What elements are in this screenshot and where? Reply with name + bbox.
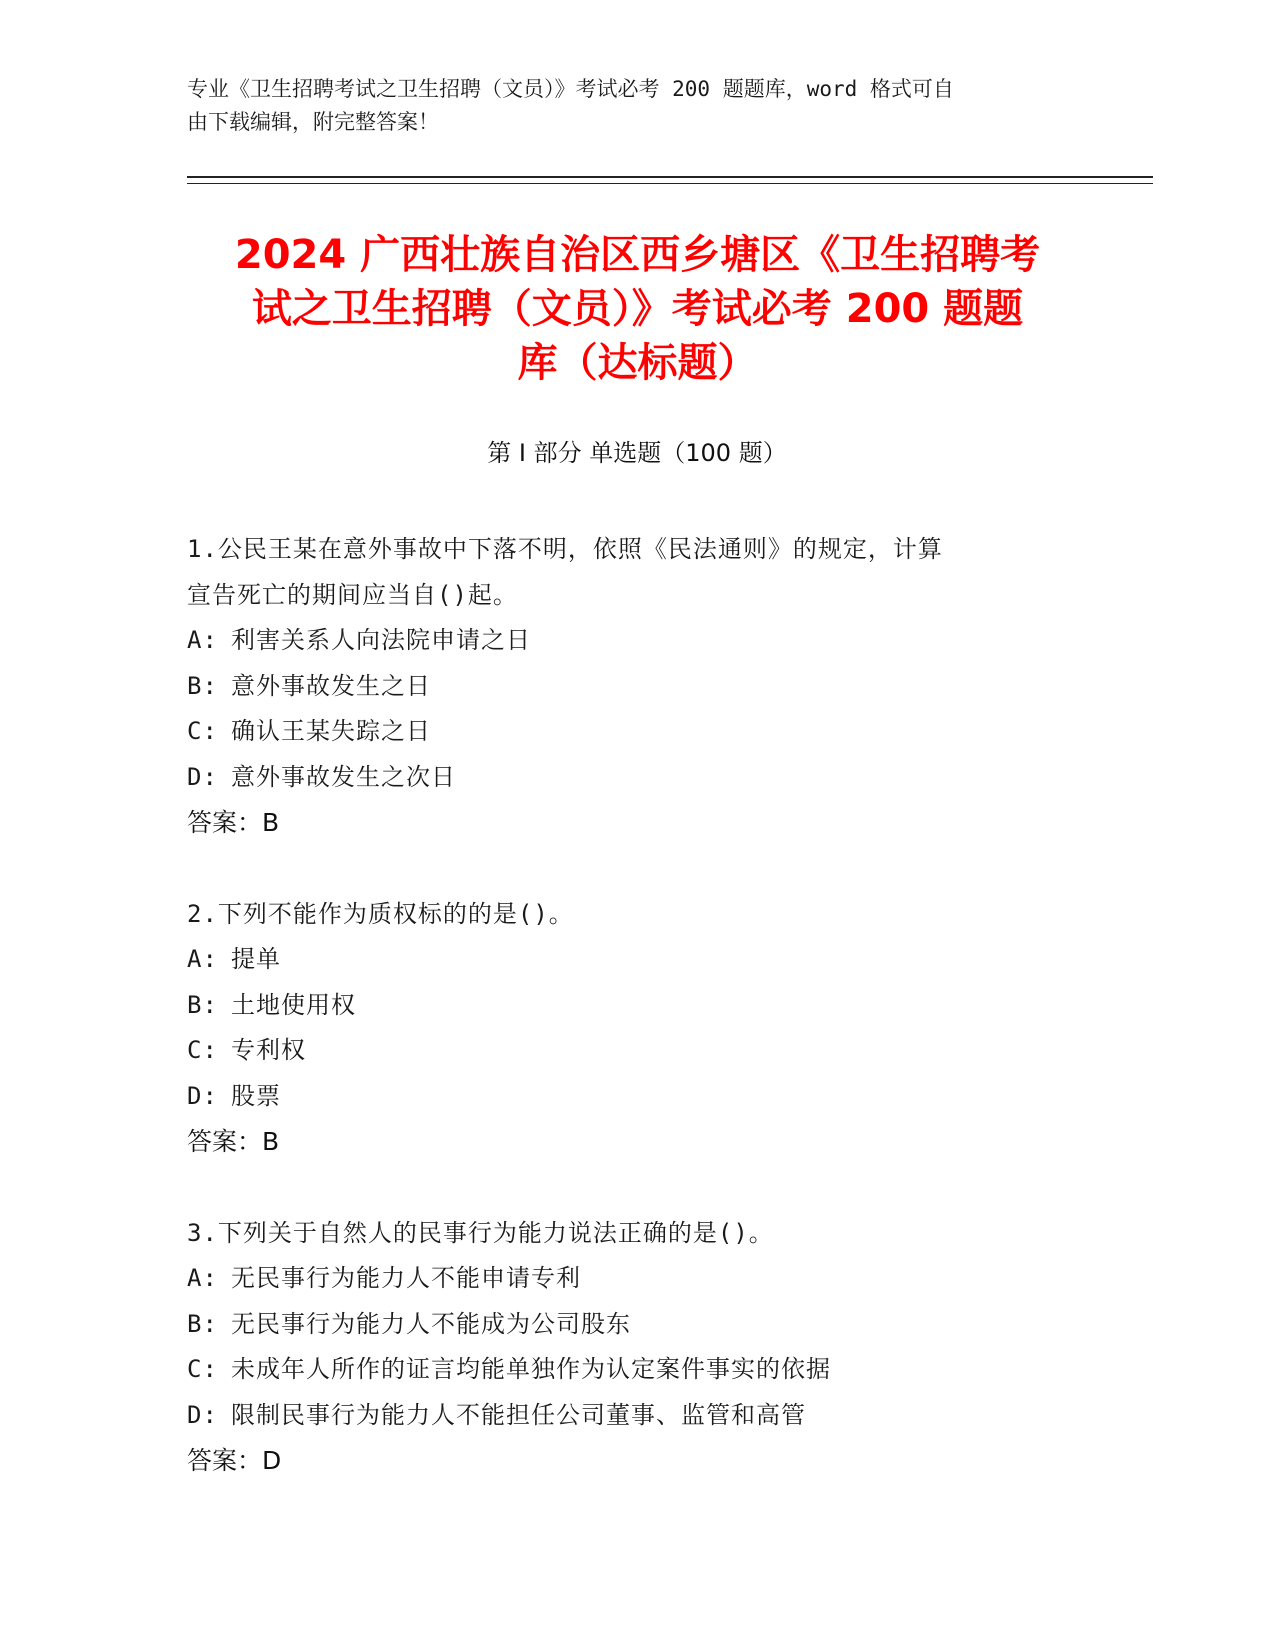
header-divider-thick — [187, 176, 1153, 178]
option-a — [187, 937, 1087, 983]
option-text: 确认王某失踪之日 — [231, 717, 431, 745]
option-a — [187, 1256, 1087, 1302]
option-b — [187, 664, 1087, 710]
option-text: 意外事故发生之日 — [231, 671, 431, 700]
document-title-line-1: 2024 广西壮族自治区西乡塘区《卫生招聘考 — [234, 232, 1041, 278]
option-c — [187, 1028, 1087, 1074]
option-text: 土地使用权 — [231, 990, 356, 1019]
answer-line: 答案：B — [187, 1127, 280, 1156]
header-note — [187, 73, 1067, 139]
question-stem: 2.下列不能作为质权标的的是()。 — [187, 899, 574, 928]
document-title-line-2: 试之卫生招聘（文员）》考试必考 200 题题 — [251, 286, 1024, 332]
question-1 — [187, 527, 1087, 846]
option-key: D: — [187, 762, 218, 791]
option-text: 未成年人所作的证言均能单独作为认定案件事实的依据 — [231, 1355, 831, 1383]
option-key: D: — [187, 1400, 218, 1429]
option-key: A: — [187, 626, 218, 654]
header-note-line-2: 由下载编辑，附完整答案！ — [187, 110, 439, 134]
option-key: B: — [187, 990, 218, 1019]
answer-line: 答案：B — [187, 808, 280, 837]
option-c — [187, 1347, 1087, 1393]
option-text: 提单 — [231, 945, 281, 973]
option-text: 无民事行为能力人不能申请专利 — [231, 1264, 581, 1292]
question-stem: 1.公民王某在意外事故中下落不明，依照《民法通则》的规定，计算 — [187, 535, 943, 563]
option-d — [187, 1393, 1087, 1439]
option-key: C: — [187, 1036, 218, 1064]
option-text: 专利权 — [231, 1036, 306, 1064]
question-stem: 3.下列关于自然人的民事行为能力说法正确的是()。 — [187, 1218, 774, 1247]
option-key: B: — [187, 1309, 218, 1338]
question-list — [187, 527, 1087, 1530]
header-divider-thin — [187, 183, 1153, 184]
option-d — [187, 755, 1087, 801]
option-text: 利害关系人向法院申请之日 — [231, 626, 531, 654]
option-text: 无民事行为能力人不能成为公司股东 — [231, 1309, 631, 1338]
option-c — [187, 709, 1087, 755]
option-b — [187, 1302, 1087, 1348]
option-text: 限制民事行为能力人不能担任公司董事、监管和高管 — [231, 1400, 806, 1429]
question-stem-continued: 宣告死亡的期间应当自()起。 — [187, 580, 518, 609]
option-key: A: — [187, 945, 218, 973]
option-b — [187, 983, 1087, 1029]
section-title: 第 I 部分 单选题（100 题） — [487, 439, 787, 467]
answer-line: 答案：D — [187, 1446, 282, 1475]
option-a — [187, 618, 1087, 664]
header-note-line-1: 专业《卫生招聘考试之卫生招聘（文员）》考试必考 200 题题库，word 格式可自 — [187, 77, 954, 101]
option-text: 股票 — [231, 1081, 281, 1110]
option-d — [187, 1074, 1087, 1120]
document-title-line-3: 库（达标题） — [517, 340, 758, 386]
document-title — [170, 228, 1105, 390]
question-3 — [187, 1211, 1087, 1484]
option-key: A: — [187, 1264, 218, 1292]
option-text: 意外事故发生之次日 — [231, 762, 456, 791]
option-key: C: — [187, 717, 218, 745]
option-key: B: — [187, 671, 218, 700]
question-2 — [187, 892, 1087, 1165]
option-key: D: — [187, 1081, 218, 1110]
option-key: C: — [187, 1355, 218, 1383]
